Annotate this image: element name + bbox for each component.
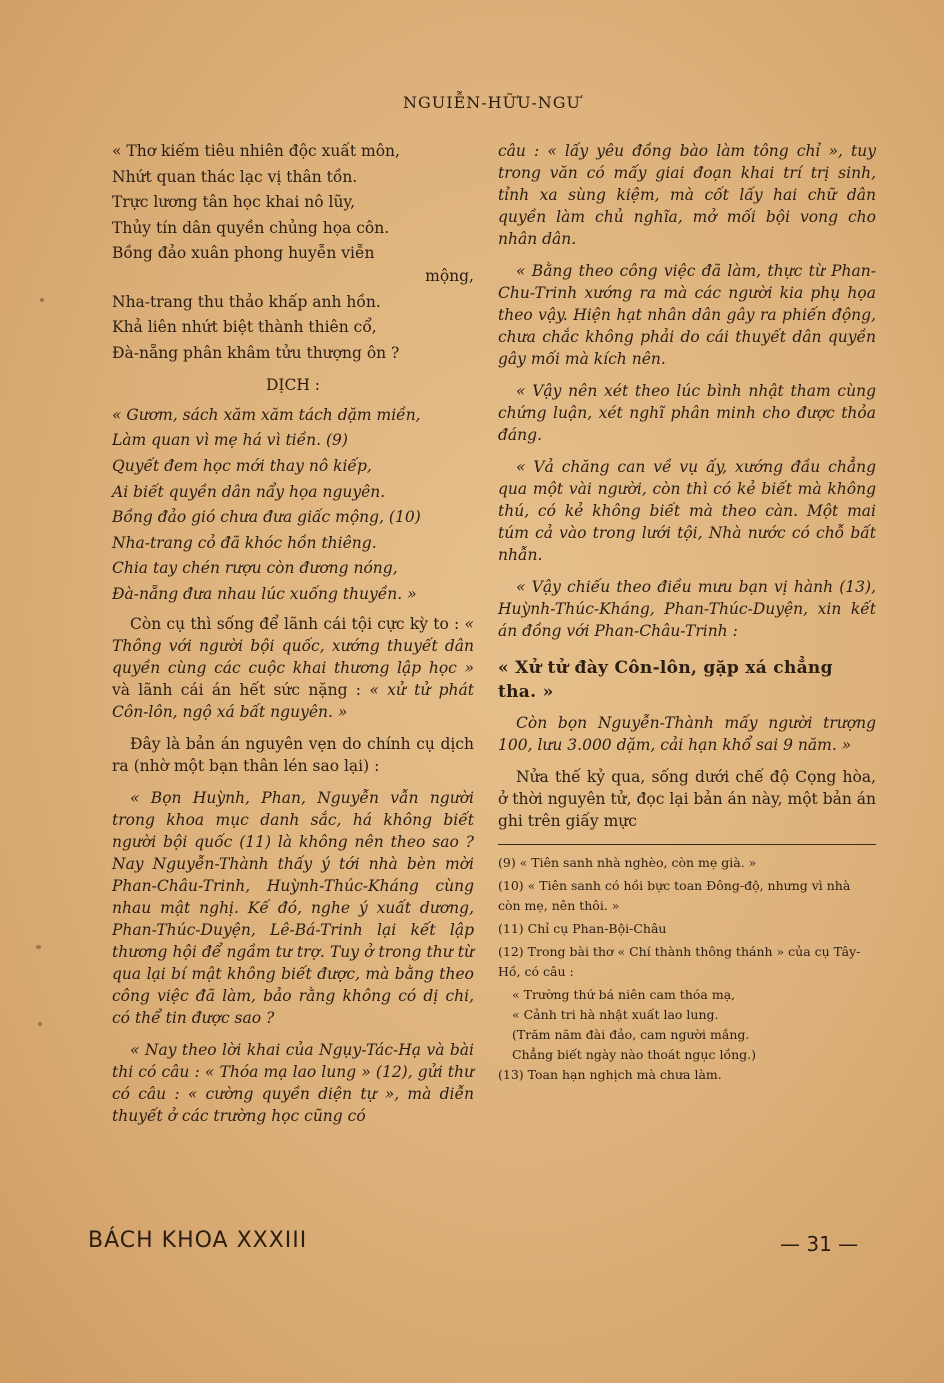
translation-heading: DỊCH : [265,375,321,394]
journal-title: BÁCH KHOA XXXIII [88,1228,308,1253]
poem-line: Làm quan vì mẹ há vì tiền. (9) [112,431,348,450]
poem-line: Ai biết quyền dân nẩy họa nguyên. [112,482,386,501]
running-head: NGUIỄN-HỮU-NGƯ [403,93,581,112]
poem-original [112,140,474,364]
paragraph: « Bằng theo công việc đã làm, thực từ Phan-Chu-Trinh xướng ra mà các người kia phụ họa theo vậy. Hiện hạt nhân dân gây ra phiến động, chưa chắc không phải do cái thuyết dân quyền gây mối mà kích nên. [498,262,876,368]
verdict-heading: « Xử tử đày Côn-lôn, gặp xá chẳng tha. » [498,658,833,702]
poem-translation [112,404,474,605]
footnote-quote-line: Chẳng biết ngày nào thoát ngục lồng.) [512,1047,756,1062]
poem-line: « Gươm, sách xăm xăm tách dặm miền, [112,405,421,424]
poem-line: Bồng đảo gió chưa đưa giấc mộng, (10) [112,508,421,527]
footnote-divider [498,844,876,845]
poem-line: Bồng đảo xuân phong huyễn viễn [112,244,375,263]
footnote-quote-line: « Cảnh tri hà nhật xuất lao lung. [512,1007,719,1022]
poem-line: Khả liên nhứt biệt thành thiên cổ, [112,318,377,337]
left-column [112,140,474,1137]
paragraph: Đây là bản án nguyên vẹn do chính cụ dịch ra (nhờ một bạn thân lén sao lại) : [112,734,474,775]
quote-run: « xử tử phát Côn-lôn, ngộ xá bất nguyên. » [112,680,474,721]
poem-line: Chia tay chén rượu còn đương nóng, [112,559,398,578]
paragraph: « Nay theo lời khai của Ngụy-Tác-Hạ và bài thi có câu : « Thóa mạ lao lung » (12), gửi thư có câu : « cường quyền diện tự », mà diễn thuyết ở các trường học cũng có [112,1040,474,1125]
paper-speck [40,298,44,302]
right-column [498,140,876,1088]
poem-line: Nhứt quan thác lạc vị thân tồn. [112,167,358,186]
footnote-9: (9) « Tiên sanh nhà nghèo, còn mẹ già. » [498,855,757,870]
poem-line: Đà-nẵng phân khâm tửu thượng ôn ? [112,343,400,362]
poem-line: mộng, [425,266,474,285]
poem-line: Nha-trang thu thảo khấp anh hồn. [112,292,381,311]
footnote-quote-line: « Trường thứ bá niên cam thóa mạ, [512,987,736,1002]
poem-line: Trực lương tân học khai nô lũy, [112,193,356,212]
paragraph: « Vậy chiếu theo điều mưu bạn vị hành (13), Huỳnh-Thúc-Kháng, Phan-Thúc-Duyện, xin kết án đồng với Phan-Châu-Trinh : [498,578,876,640]
paper-speck [38,1022,42,1026]
footnotes [498,853,876,1085]
footnote-12: (12) Trong bài thơ « Chí thành thông thánh » của cụ Tây-Hồ, có câu : [498,944,861,979]
poem-line: Đà-nẵng đưa nhau lúc xuống thuyền. » [112,584,417,603]
footnote-10: (10) « Tiên sanh có hồi bực toan Đông-độ, nhưng vì nhà còn mẹ, nên thôi. » [498,878,851,913]
poem-line: « Thơ kiếm tiêu nhiên độc xuất môn, [112,142,400,160]
paragraph [112,613,474,723]
footnote-13: (13) Toan hạn nghịch mà chưa làm. [498,1067,722,1082]
paper-speck [36,945,41,949]
poem-line: Thủy tín dân quyền chủng họa côn. [112,218,390,237]
text-run: và lãnh cái án hết sức nặng : [112,680,370,699]
paragraph: Còn bọn Nguyễn-Thành mấy người trượng 100, lưu 3.000 dặm, cải hạn khổ sai 9 năm. » [498,714,876,754]
poem-line: Nha-trang cỏ đã khóc hồn thiêng. [112,533,377,552]
paragraph: « Vả chăng can về vụ ấy, xướng đầu chẳng qua một vài người, còn thì có kẻ biết mà không thú, có kẻ không biết mà theo càn. Một mai túm cả vào trong lưới tội, Nhà nước có chỗ bất nhẫn. [498,458,876,564]
paragraph: câu : « lấy yêu đồng bào làm tông chỉ », tuy trong văn có mấy giai đoạn khai trí trị sinh, tỉnh xa sùng kiệm, mà cốt lấy hai chữ dân quyền làm chủ nghĩa, mở mối bội vong cho nhân dân. [498,142,876,248]
footnote-quote-line: (Trăm năm đài đảo, cam người mắng. [512,1027,750,1042]
poem-line: Quyết đem học mới thay nô kiếp, [112,456,372,475]
footnote-11: (11) Chỉ cụ Phan-Bội-Châu [498,921,667,936]
quote-run: « Thông với người bội quốc, xướng thuyết dân quyền cùng các cuộc khai thương lập học » [112,614,474,677]
text-run: Còn cụ thì sống để lãnh cái tội cực kỳ to : [130,614,465,633]
page-number: — 31 — [780,1232,859,1256]
paragraph: « Bọn Huỳnh, Phan, Nguyễn vẫn người trong khoa mục danh sắc, há không biết người bội quốc (11) là không nên theo sao ? Nay Nguyễn-Thành thấy ý tới nhà bèn mời Phan-Châu-Trinh, Huỳnh-Thúc-Kháng cùng nhau mật nghị. Kế đó, nghe ý xuất dương, Phan-Thúc-Duyện, Lê-Bá-Trinh lại kết lập thương hội để ngầm tư trợ. Tuy ở trong thư từ qua lại bí mật không biết được, mà bằng theo công việc đã làm, bảo rằng không có dị chi, có thể tin được sao ? [112,788,474,1027]
paragraph: Nửa thế kỷ qua, sống dưới chế độ Cọng hòa, ở thời nguyên tử, đọc lại bản án này, một bản án ghi trên giấy mực [498,768,876,830]
paragraph: « Vậy nên xét theo lúc bình nhật tham cùng chứng luận, xét nghĩ phân minh cho được thỏa đáng. [498,382,876,444]
